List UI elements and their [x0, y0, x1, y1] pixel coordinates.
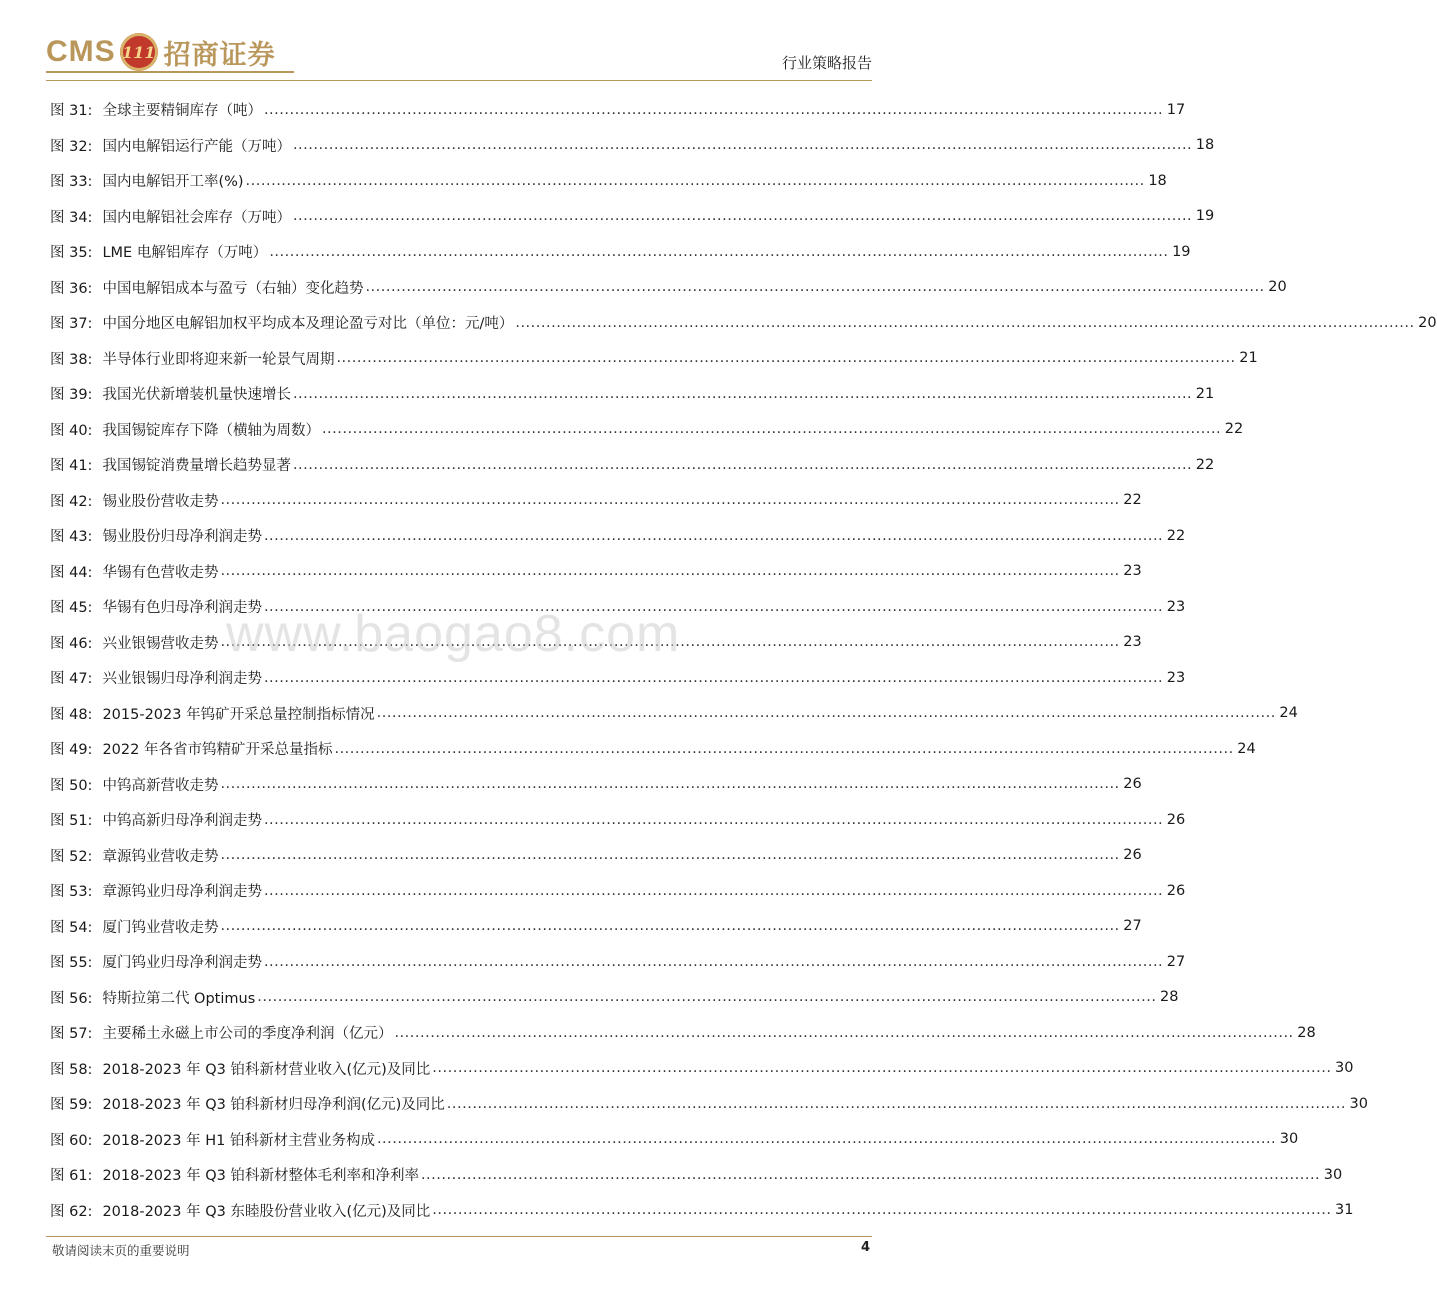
figure-number: 图 31: — [50, 103, 93, 120]
figure-number: 图 49: — [50, 742, 93, 759]
toc-entry[interactable] — [50, 128, 1215, 164]
figure-page-number: 23 — [1123, 634, 1142, 651]
cms-logo — [46, 30, 276, 74]
figure-number: 图 58: — [50, 1061, 93, 1078]
figure-number: 图 35: — [50, 245, 93, 262]
figure-number: 图 44: — [50, 564, 93, 581]
toc-entry[interactable] — [50, 447, 1215, 483]
figure-number: 图 36: — [50, 280, 93, 297]
dot-leader — [264, 102, 1163, 118]
watermark: www.baogao8.com — [226, 605, 681, 663]
figure-title: 2018-2023 年 H1 铂科新材主营业务构成 — [102, 1132, 375, 1149]
toc-entry[interactable] — [50, 1051, 1354, 1087]
figure-title: 章源钨业营收走势 — [102, 848, 219, 865]
figure-title: 厦门钨业营收走势 — [102, 919, 219, 936]
figure-page-number: 17 — [1166, 101, 1186, 118]
figure-page-number: 19 — [1172, 243, 1191, 260]
figure-number: 图 33: — [50, 174, 93, 191]
figure-number: 图 62: — [50, 1203, 93, 1220]
figure-page-number: 30 — [1349, 1095, 1368, 1112]
figure-page-number: 26 — [1123, 847, 1142, 864]
figure-title: 半导体行业即将迎来新一轮景气周期 — [102, 351, 335, 368]
figure-page-number: 28 — [1160, 989, 1179, 1006]
dot-leader — [293, 208, 1192, 224]
figure-number: 图 61: — [50, 1168, 93, 1185]
figure-number: 图 57: — [50, 1026, 93, 1043]
figure-number: 图 32: — [50, 138, 93, 155]
dot-leader — [293, 386, 1192, 402]
dot-leader — [264, 954, 1163, 970]
figure-page-number: 30 — [1335, 1060, 1354, 1077]
dot-leader — [264, 883, 1163, 899]
toc-entry[interactable] — [50, 838, 1142, 874]
footer-disclaimer: 敬请阅读末页的重要说明 — [52, 1243, 190, 1258]
dot-leader — [377, 1131, 1276, 1147]
figure-page-number: 30 — [1323, 1166, 1343, 1183]
figure-number: 图 60: — [50, 1132, 93, 1149]
logo-seal-icon — [120, 33, 158, 71]
figure-title: 章源钨业归母净利润走势 — [102, 884, 262, 901]
figure-title: 中钨高新营收走势 — [102, 777, 219, 794]
figure-title: 国内电解铝运行产能（万吨） — [102, 138, 291, 155]
figure-number: 图 46: — [50, 635, 93, 652]
report-type-label: 行业策略报告 — [781, 54, 872, 72]
dot-leader — [220, 847, 1119, 863]
logo-seal-text: 111 — [121, 42, 156, 62]
dot-leader — [421, 1167, 1320, 1183]
figure-title: 中国分地区电解铝加权平均成本及理论盈亏对比（单位：元/吨） — [102, 316, 514, 333]
dot-leader — [264, 599, 1163, 615]
figure-number: 图 41: — [50, 458, 93, 475]
toc-entry[interactable] — [50, 199, 1215, 235]
dot-leader — [447, 1096, 1346, 1112]
toc-entry[interactable] — [50, 376, 1215, 412]
dot-leader — [293, 137, 1192, 153]
figure-title: 兴业银锡营收走势 — [102, 635, 219, 652]
toc-entry[interactable] — [50, 1193, 1354, 1229]
figure-page-number: 26 — [1123, 776, 1142, 793]
figure-page-number: 24 — [1237, 740, 1256, 757]
figure-page-number: 23 — [1123, 563, 1142, 580]
figure-page-number: 21 — [1195, 385, 1215, 402]
figure-title: 国内电解铝开工率(%) — [102, 174, 244, 191]
figure-page-number: 18 — [1195, 137, 1215, 154]
figure-page-number: 20 — [1268, 279, 1287, 296]
page-header — [0, 0, 920, 84]
figure-title: 2018-2023 年 Q3 铂科新材营业收入(亿元)及同比 — [102, 1061, 431, 1078]
dot-leader — [264, 670, 1163, 686]
figure-number: 图 59: — [50, 1097, 93, 1114]
figure-page-number: 18 — [1148, 172, 1167, 189]
dot-leader — [322, 421, 1221, 437]
figure-title: 2018-2023 年 Q3 东睦股份营业收入(亿元)及同比 — [102, 1203, 431, 1220]
figure-page-number: 22 — [1166, 527, 1186, 544]
figure-number: 图 40: — [50, 422, 93, 439]
figure-number: 图 54: — [50, 919, 93, 936]
figure-number: 图 37: — [50, 316, 93, 333]
figure-title: 华锡有色归母净利润走势 — [102, 600, 262, 617]
figure-title: 中钨高新归母净利润走势 — [102, 813, 262, 830]
figure-title: 中国电解铝成本与盈亏（右轴）变化趋势 — [102, 280, 364, 297]
figure-title: 厦门钨业归母净利润走势 — [102, 955, 262, 972]
figure-number: 图 43: — [50, 529, 93, 546]
dot-leader — [377, 705, 1276, 721]
figure-title: 华锡有色营收走势 — [102, 564, 219, 581]
figure-number: 图 51: — [50, 813, 93, 830]
figure-page-number: 27 — [1123, 918, 1142, 935]
footer-divider — [46, 1236, 872, 1237]
dot-leader — [220, 563, 1119, 579]
figure-page-number: 24 — [1279, 705, 1298, 722]
figure-title: 全球主要精铜库存（吨） — [102, 103, 262, 120]
figure-number: 图 39: — [50, 387, 93, 404]
dot-leader — [246, 173, 1145, 189]
toc-entry[interactable] — [50, 589, 1186, 625]
logo-text: CMS — [46, 35, 116, 68]
figure-title: 国内电解铝社会库存（万吨） — [102, 209, 291, 226]
figure-number: 图 56: — [50, 990, 93, 1007]
figure-page-number: 26 — [1166, 882, 1186, 899]
dot-leader — [220, 492, 1119, 508]
figure-title: 我国光伏新增装机量快速增长 — [102, 387, 291, 404]
figure-title: 2018-2023 年 Q3 铂科新材整体毛利率和净利率 — [102, 1168, 419, 1185]
toc-entry[interactable] — [50, 873, 1186, 909]
toc-entry[interactable] — [50, 767, 1142, 803]
figure-page-number: 22 — [1224, 421, 1244, 438]
dot-leader — [293, 457, 1192, 473]
figure-title: 兴业银锡归母净利润走势 — [102, 671, 262, 688]
figure-number: 图 47: — [50, 671, 93, 688]
figure-number: 图 52: — [50, 848, 93, 865]
toc-entry[interactable] — [50, 483, 1142, 519]
dot-leader — [334, 741, 1233, 757]
toc-entry[interactable] — [50, 1122, 1299, 1158]
toc-entry[interactable] — [50, 518, 1186, 554]
figure-page-number: 31 — [1335, 1202, 1354, 1219]
toc-entry[interactable] — [50, 625, 1142, 661]
dot-leader — [220, 918, 1119, 934]
toc-entry[interactable] — [50, 696, 1298, 732]
figure-number: 图 45: — [50, 600, 93, 617]
figure-page-number: 22 — [1195, 456, 1215, 473]
logo-company-name: 招商证券 — [163, 39, 276, 71]
dot-leader — [269, 244, 1168, 260]
logo-underline — [46, 71, 294, 73]
figure-page-number: 27 — [1166, 953, 1186, 970]
toc-entry[interactable] — [50, 270, 1287, 306]
toc-entry[interactable] — [50, 660, 1186, 696]
toc-entry[interactable] — [50, 163, 1167, 199]
figure-page-number: 23 — [1166, 598, 1186, 615]
dot-leader — [515, 315, 1414, 331]
figure-page-number: 19 — [1195, 208, 1215, 225]
figure-title: 2022 年各省市钨精矿开采总量指标 — [102, 742, 333, 759]
figure-title: 锡业股份归母净利润走势 — [102, 529, 262, 546]
toc-entry[interactable] — [50, 92, 1186, 128]
figure-page-number: 20 — [1418, 314, 1437, 331]
figure-number: 图 42: — [50, 493, 93, 510]
figure-number: 图 55: — [50, 955, 93, 972]
toc-entry[interactable] — [50, 802, 1186, 838]
figure-number: 图 34: — [50, 209, 93, 226]
dot-leader — [394, 1025, 1293, 1041]
figure-number: 图 50: — [50, 777, 93, 794]
page-number: 4 — [860, 1240, 870, 1255]
toc-entry[interactable] — [50, 1157, 1343, 1193]
figure-list — [50, 92, 1437, 1228]
dot-leader — [257, 989, 1156, 1005]
dot-leader — [264, 812, 1163, 828]
figure-page-number: 30 — [1279, 1131, 1299, 1148]
figure-title: 锡业股份营收走势 — [102, 493, 219, 510]
toc-entry[interactable] — [50, 944, 1186, 980]
figure-page-number: 23 — [1166, 669, 1186, 686]
figure-number: 图 38: — [50, 351, 93, 368]
figure-number: 图 48: — [50, 706, 93, 723]
toc-entry[interactable] — [50, 412, 1244, 448]
figure-title: 2015-2023 年钨矿开采总量控制指标情况 — [102, 706, 375, 723]
dot-leader — [365, 279, 1264, 295]
figure-title: LME 电解铝库存（万吨） — [102, 245, 268, 262]
toc-entry[interactable] — [50, 341, 1258, 377]
dot-leader — [336, 350, 1235, 366]
dot-leader — [264, 528, 1163, 544]
figure-page-number: 28 — [1297, 1024, 1316, 1041]
figure-page-number: 26 — [1166, 811, 1186, 828]
toc-entry[interactable] — [50, 731, 1256, 767]
toc-entry[interactable] — [50, 234, 1191, 270]
figure-number: 图 53: — [50, 884, 93, 901]
toc-entry[interactable] — [50, 980, 1179, 1016]
figure-title: 2018-2023 年 Q3 铂科新材归母净利润(亿元)及同比 — [102, 1097, 445, 1114]
figure-page-number: 22 — [1123, 492, 1142, 509]
figure-title: 特斯拉第二代 Optimus — [102, 990, 256, 1007]
figure-title: 我国锡锭库存下降（横轴为周数） — [102, 422, 320, 439]
figure-title: 主要稀土永磁上市公司的季度净利润（亿元） — [102, 1026, 393, 1043]
dot-leader — [432, 1202, 1331, 1218]
toc-entry[interactable] — [50, 909, 1142, 945]
dot-leader — [220, 634, 1119, 650]
figure-title: 我国锡锭消费量增长趋势显著 — [102, 458, 291, 475]
dot-leader — [432, 1060, 1331, 1076]
toc-entry[interactable] — [50, 1015, 1316, 1051]
figure-page-number: 21 — [1239, 350, 1258, 367]
dot-leader — [220, 776, 1119, 792]
toc-entry[interactable] — [50, 554, 1142, 590]
toc-entry[interactable] — [50, 305, 1437, 341]
header-divider — [46, 80, 872, 81]
toc-entry[interactable] — [50, 1086, 1368, 1122]
